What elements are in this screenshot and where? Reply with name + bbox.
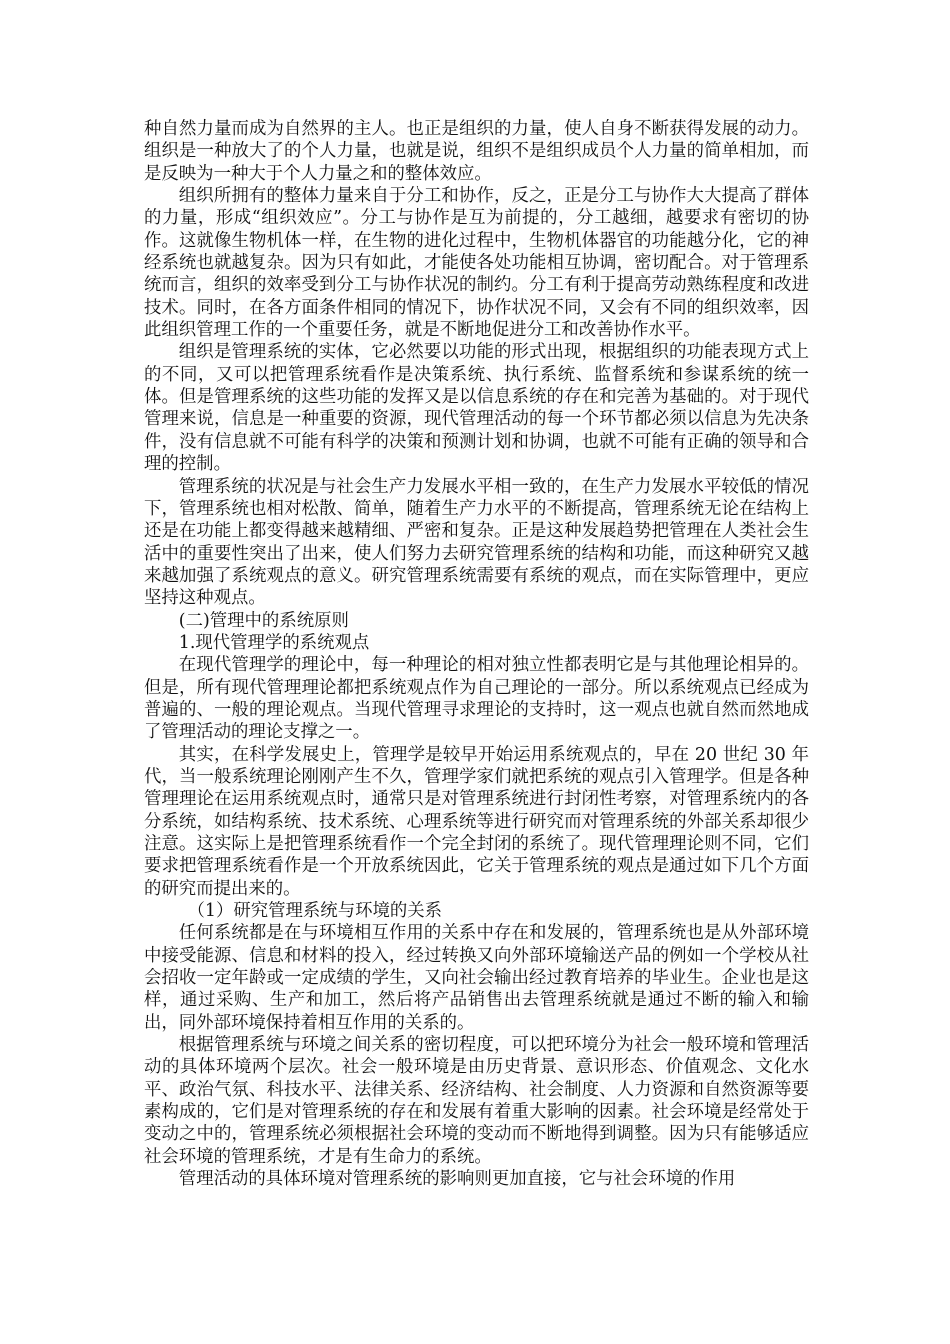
paragraph-environment-levels: 根据管理系统与环境之间关系的密切程度，可以把环境分为社会一般环境和管理活动的具体环境两个层次。社会一般环境是由历史背景、意识形态、价值观念、文化水平、政治气氛、科技水平、法律关系、经济结构、社会制度、人力资源和自然资源等要素构成的，它们是对管理系统的存在和发展有着重大影响的因素。社会环境是经常处于变动之中的，管理系统必须根据社会环境的变动而不断地得到调整。因为只有能够适应社会环境的管理系统，才是有生命力的系统。 [144, 1035, 809, 1167]
sub-heading-environment: （1）研究管理系统与环境的关系 [187, 901, 443, 922]
paragraph-environment-interaction: 任何系统都是在与环境相互作用的关系中存在和发展的，管理系统也是从外部环境中接受能源、信息和材料的投入，经过转换又向外部环境输送产品的例如一个学校从社会招收一定年龄或一定成绩的学生，又向社会输出经过教育培养的毕业生。企业也是这样，通过采购、生产和加工，然后将产品销售出去管理系统就是通过不断的输入和输出，同外部环境保持着相互作用的关系的。 [144, 923, 809, 1033]
paragraph-productivity: 管理系统的状况是与社会生产力发展水平相一致的，在生产力发展水平较低的情况下，管理系统也相对松散、简单，随着生产力水平的不断提高，管理系统无论在结构上还是在功能上都变得越来越精细、严密和复杂。正是这种发展趋势把管理在人类社会生活中的重要性突出了出来，使人们努力去研究管理系统的结构和功能，而这种研究又越来越加强了系统观点的意义。研究管理系统需要有系统的观点，而在实际管理中，更应坚持这种观点。 [144, 476, 809, 609]
paragraph-history: 其实，在科学发展史上，管理学是较早开始运用系统观点的，早在 20 世纪 30 年代，当一般系统理论刚刚产生不久，管理学家们就把系统的观点引入管理学。但是各种管理理论在运用系统观点时，通常只是对管理系统进行封闭性考察，对管理系统内的各分系统，如结构系统、技术系统、心理系统等进行研究而对管理系统的外部关系却很少注意。这实际上是把管理系统看作一个完全封闭的系统了。现代管理理论则不同，它们要求把管理系统看作是一个开放系统因此，它关于管理系统的观点是通过如下几个方面的研究而提出来的。 [144, 744, 809, 899]
paragraph-specific-environment: 管理活动的具体环境对管理系统的影响则更加直接，它与社会环境的作用 [178, 1169, 736, 1190]
paragraph-modern-theory: 在现代管理学的理论中，每一种理论的相对独立性都表明它是与其他理论相异的。但是，所有现代管理理论都把系统观点作为自己理论的一部分。所以系统观点已经成为普遍的、一般的理论观点。当现代管理寻求理论的支持时，这一观点也就自然而然地成了管理活动的理论支撑之一。 [144, 655, 809, 743]
section-heading: (二)管理中的系统原则 [178, 610, 349, 631]
subsection-heading: 1.现代管理学的系统观点 [178, 632, 370, 653]
paragraph-continuation: 种自然力量而成为自然界的主人。也正是组织的力量，使人自身不断获得发展的动力。组织是一种放大了的个人力量，也就是说，组织不是组织成员个人力量的简单相加，而是反映为一种大于个人力量之和的整体效应。 [144, 119, 809, 184]
paragraph-organization-entity: 组织是管理系统的实体，它必然要以功能的形式出现，根据组织的功能表现方式上的不同，又可以把管理系统看作是决策系统、执行系统、监督系统和参谋系统的统一体。但是管理系统的这些功能的发挥又是以信息系统的存在和完善为基础的。对于现代管理来说，信息是一种重要的资源，现代管理活动的每一个环节都必须以信息为先决条件，没有信息就不可能有科学的决策和预测计划和协调，也就不可能有正确的领导和合理的控制。 [144, 342, 809, 475]
paragraph-division-cooperation: 组织所拥有的整体力量来自于分工和协作，反之，正是分工与协作大大提高了群体的力量，形成“组织效应”。分工与协作是互为前提的，分工越细，越要求有密切的协作。这就像生物机体一样，在生物的进化过程中，生物机体器官的功能越分化，它的神经系统也就越复杂。因为只有如此，才能使各处功能相互协调，密切配合。对于管理系统而言，组织的效率受到分工与协作状况的制约。分工有利于提高劳动熟练程度和改进技术。同时，在各方面条件相同的情况下，协作状况不同，又会有不同的组织效率，因此组织管理工作的一个重要任务，就是不断地促进分工和改善协作水平。 [144, 186, 809, 341]
document-page [144, 118, 809, 1191]
